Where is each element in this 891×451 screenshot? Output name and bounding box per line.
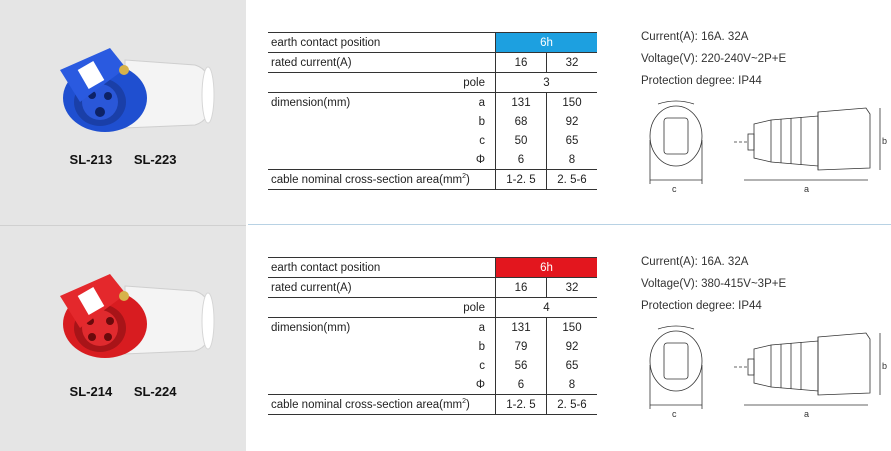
dimension-label-a: a [804, 409, 810, 419]
dimension-value: 92 [547, 112, 598, 131]
dimension-key: Φ [448, 375, 496, 395]
dimension-value: 131 [496, 93, 547, 113]
cable-area-label: cable nominal cross-section $area(mm^2)$ [268, 170, 496, 190]
cable-area-value: 2. 5-6 [547, 170, 598, 190]
pole-value: 3 [496, 73, 598, 93]
cable-area-value: 1-2. 5 [496, 170, 547, 190]
model-number: SL-214 [69, 384, 113, 399]
dimension-value: 8 [547, 150, 598, 170]
rated-current-32: 32 [547, 278, 598, 298]
voltage-spec: Voltage(V): 380-415V~3P+E [641, 278, 787, 290]
voltage-spec: Voltage(V): 220-240V~2P+E [641, 53, 787, 65]
product-section-blue [0, 0, 891, 225]
dimension-key: c [479, 134, 485, 147]
rated-current-label: rated current(A) [268, 53, 496, 73]
pole-label: pole [268, 298, 496, 318]
earth-contact-value: 6h [496, 258, 598, 278]
rated-current-label: rated current(A) [268, 278, 496, 298]
dimension-value: 6 [496, 150, 547, 170]
dimension-value: 79 [496, 337, 547, 356]
product-photo-panel [0, 225, 246, 451]
current-spec: Current(A): 16A. 32A [641, 256, 749, 268]
dimension-value: 131 [496, 318, 547, 338]
dimension-value: 150 [547, 93, 598, 113]
pole-label: pole [268, 73, 496, 93]
product-section-red [0, 225, 891, 450]
earth-contact-label: earth contact position [268, 258, 496, 278]
dimension-drawing [636, 325, 886, 425]
pole-value: 4 [496, 298, 598, 318]
dimension-key: b [478, 115, 485, 128]
earth-contact-value: 6h [496, 33, 598, 53]
dimension-key: a [478, 321, 485, 334]
protection-spec: Protection degree: IP44 [641, 300, 762, 312]
dimension-drawing [636, 100, 886, 200]
dimension-label-c: c [672, 409, 677, 419]
model-number: SL-213 [69, 152, 113, 167]
cable-area-value: 2. 5-6 [547, 395, 598, 415]
current-spec: Current(A): 16A. 32A [641, 31, 749, 43]
protection-spec: Protection degree: IP44 [641, 75, 762, 87]
blue-connector-photo [30, 40, 220, 140]
dimension-value: 6 [496, 375, 547, 395]
cable-area-label: cable nominal cross-section $area(mm^2)$ [268, 395, 496, 415]
dimension-value: 65 [547, 131, 598, 150]
dimension-key: Φ [448, 150, 496, 170]
rated-current-32: 32 [547, 53, 598, 73]
dimension-label: dimension(mm) [271, 321, 351, 334]
dimension-key: c [479, 359, 485, 372]
dimension-key: a [478, 96, 485, 109]
dimension-key: b [478, 340, 485, 353]
dimension-value: 50 [496, 131, 547, 150]
model-numbers [0, 152, 246, 167]
cable-area-value: 1-2. 5 [496, 395, 547, 415]
model-numbers [0, 384, 246, 399]
dimension-label-c: c [672, 184, 677, 194]
electrical-properties [641, 26, 786, 92]
spec-table [268, 32, 597, 190]
dimension-label-a: a [804, 184, 810, 194]
electrical-properties [641, 251, 786, 317]
model-number: SL-224 [133, 384, 177, 399]
dimension-value: 56 [496, 356, 547, 375]
red-connector-photo [30, 266, 220, 366]
dimension-value: 150 [547, 318, 598, 338]
dimension-label: dimension(mm) [271, 96, 351, 109]
earth-contact-label: earth contact position [268, 33, 496, 53]
dimension-value: 65 [547, 356, 598, 375]
dimension-value: 8 [547, 375, 598, 395]
dimension-value: 68 [496, 112, 547, 131]
product-photo-panel [0, 0, 246, 225]
dimension-value: 92 [547, 337, 598, 356]
dimension-label-b: b [882, 136, 888, 146]
rated-current-16: 16 [496, 278, 547, 298]
spec-table [268, 257, 597, 415]
dimension-label-b: b [882, 361, 888, 371]
model-number: SL-223 [133, 152, 177, 167]
rated-current-16: 16 [496, 53, 547, 73]
